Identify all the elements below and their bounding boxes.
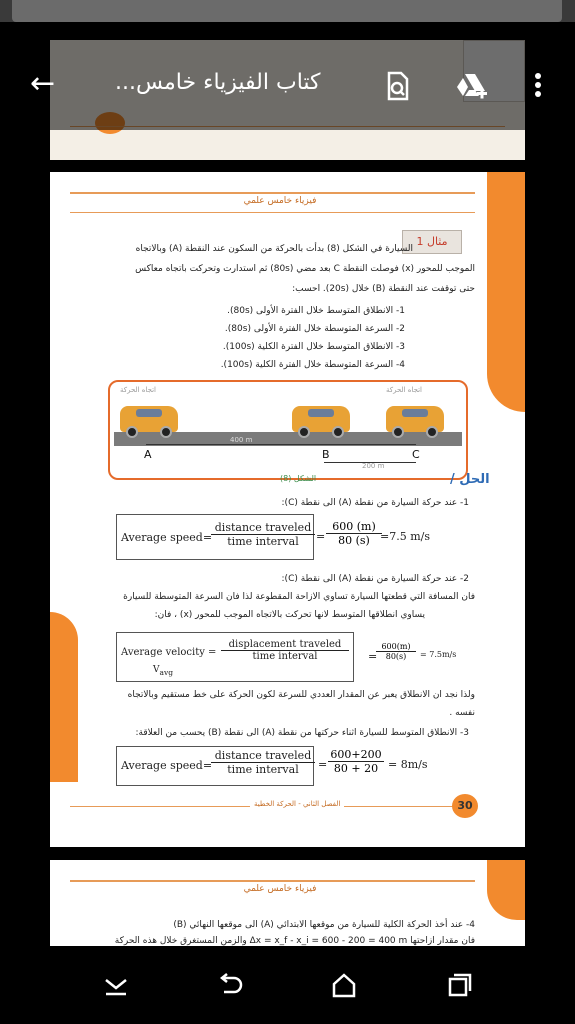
eq1-denominator-value: 80 (s)	[338, 534, 370, 547]
car-direction-label: اتجاه الحركة	[120, 386, 156, 394]
step-2-after: ولذا نجد ان الانطلاق يعبر عن المقدار العددي للسرعة لكون الحركة على خط مستقيم وبالاتجاه	[127, 690, 475, 700]
step-2-after: نفسه .	[449, 708, 475, 718]
eq3-denominator: time interval	[227, 763, 299, 776]
equation-box-1	[116, 514, 314, 560]
eq1-denominator: time interval	[227, 535, 299, 548]
eq2-numerator-value: 600(m)	[376, 642, 416, 652]
eq1-numerator: distance traveled	[211, 521, 315, 535]
motion-diagram	[108, 380, 468, 480]
orange-side-tab	[487, 172, 525, 412]
example-badge: مثال 1	[402, 230, 462, 254]
eq3-equals: =	[318, 758, 328, 771]
next-page-line: فان مقدار ازاحتها Δx = x_f - x_i = 600 - 200 = 400 m والزمن المستغرق خلال هذه الحركة	[114, 936, 475, 946]
eq2-denominator-value: 80(s)	[385, 652, 407, 661]
orange-side-tab-left	[50, 612, 78, 782]
eq2-equals: =	[368, 650, 378, 663]
eq2-values	[376, 642, 416, 661]
recents-icon[interactable]	[440, 970, 476, 1000]
home-icon[interactable]	[326, 970, 362, 1000]
page-number: 30	[452, 794, 478, 818]
equation-box-3	[116, 746, 314, 786]
eq3-values	[328, 748, 384, 775]
eq1-equals: =	[316, 530, 326, 543]
eq2-result: = 7.5m/s	[420, 650, 457, 659]
distance-cb: 200 m	[362, 462, 385, 470]
point-a-label: A	[144, 448, 152, 461]
status-bar	[0, 0, 575, 22]
pdf-page-next[interactable]	[50, 860, 525, 950]
page-header: فيزياء خامس علمي	[243, 884, 317, 894]
eq3-left: Average speed=	[121, 759, 213, 772]
eq2-numerator: displacement traveled	[221, 639, 349, 651]
eq2-symbol-sub: avg	[159, 667, 174, 677]
figure-caption: الشكل (8)	[280, 474, 317, 483]
solution-heading: الحل /	[450, 472, 490, 487]
eq1-numerator-value: 600 (m)	[326, 520, 382, 534]
orange-side-tab	[487, 860, 525, 920]
question-item: 3- الانطلاق المتوسط خلال الفترة الكلية (100s).	[222, 342, 405, 352]
problem-line: الموجب للمحور (x) فوصلت النقطة C بعد مضي (80s) ثم استدارت وتحركت باتجاه معاكس	[135, 264, 475, 274]
eq2-denominator: time interval	[252, 651, 318, 662]
question-item: 1- الانطلاق المتوسط خلال الفترة الأولى (80s).	[227, 306, 405, 316]
page-header: فيزياء خامس علمي	[243, 196, 317, 206]
eq1-left: Average speed=	[121, 531, 213, 544]
search-document-icon[interactable]	[382, 70, 414, 102]
arrow-left-icon[interactable]: ←	[30, 66, 56, 101]
question-item: 2- السرعة المتوسطة خلال الفترة الأولى (80s).	[224, 324, 405, 334]
drive-add-icon[interactable]	[455, 70, 487, 102]
header-line	[70, 192, 475, 194]
question-item: 4- السرعة المتوسطة خلال الفترة الكلية (100s).	[220, 360, 405, 370]
eq3-result: = 8m/s	[388, 758, 428, 771]
header-line	[70, 880, 475, 882]
viewer-toolbar	[0, 40, 575, 130]
car-a	[120, 406, 178, 432]
eq2-symbol-v: V	[153, 665, 160, 675]
eq2-fraction	[221, 639, 349, 662]
back-icon[interactable]	[212, 970, 248, 1000]
eq3-numerator: distance traveled	[211, 749, 315, 763]
step-2: 2- عند حركة السيارة من نقطة (A) الى نقطة (C):	[281, 574, 469, 584]
equation-box-2	[116, 632, 354, 682]
point-c-label: C	[412, 448, 420, 461]
step-2-text: يساوي انطلاقها المتوسط لانها تحركت بالاتجاه الموجب للمحور (x) ، فان:	[154, 610, 425, 620]
point-b-label: B	[322, 448, 330, 461]
chevron-down-icon[interactable]	[98, 970, 134, 1000]
eq1-result: =7.5 m/s	[380, 530, 430, 543]
step-2-text: فان المسافة التي قطعتها السيارة تساوي الازاحة المقطوعة لذا فان السرعة المتوسطة للسيارة	[123, 592, 475, 602]
page-footer: الفصل الثاني - الحركة الخطية	[250, 800, 344, 808]
car-b	[292, 406, 350, 432]
eq3-fraction	[211, 749, 315, 776]
car-c	[386, 406, 444, 432]
system-nav-bar	[0, 946, 575, 1024]
pdf-page[interactable]	[50, 172, 525, 847]
distance-ab: 400 m	[230, 436, 253, 444]
problem-line: السيارة في الشكل (8) بدأت بالحركة من السكون عند النقطة (A) وبالاتجاه	[135, 244, 413, 254]
problem-line: حتى توقفت عند النقطة (B) خلال (20s). احسب:	[292, 284, 475, 294]
header-line-2	[70, 212, 475, 213]
step-3: 3- الانطلاق المتوسط للسيارة اثناء حركتها من نقطة (A) الى نقطة (B) يحسب من العلاقة:	[135, 728, 469, 738]
eq3-denominator-value: 80 + 20	[333, 762, 379, 775]
car-direction-label: اتجاه الحركة	[386, 386, 422, 394]
eq2-left: Average velocity =	[121, 647, 217, 658]
step-1: 1- عند حركة السيارة من نقطة (A) الى نقطة (C):	[281, 498, 469, 508]
more-vert-icon[interactable]	[528, 70, 548, 102]
eq3-numerator-value: 600+200	[328, 748, 384, 762]
notification-strip	[12, 0, 562, 22]
eq2-symbol	[153, 665, 173, 677]
eq1-fraction	[211, 521, 315, 548]
eq1-values	[326, 520, 382, 547]
next-page-line: 4- عند أخذ الحركة الكلية للسيارة من موقعها الابتدائي (A) الى موقعها النهائي (B)	[173, 920, 475, 930]
distance-arrow-ac	[146, 444, 416, 445]
document-title: كتاب الفيزياء خامس...	[115, 70, 321, 95]
